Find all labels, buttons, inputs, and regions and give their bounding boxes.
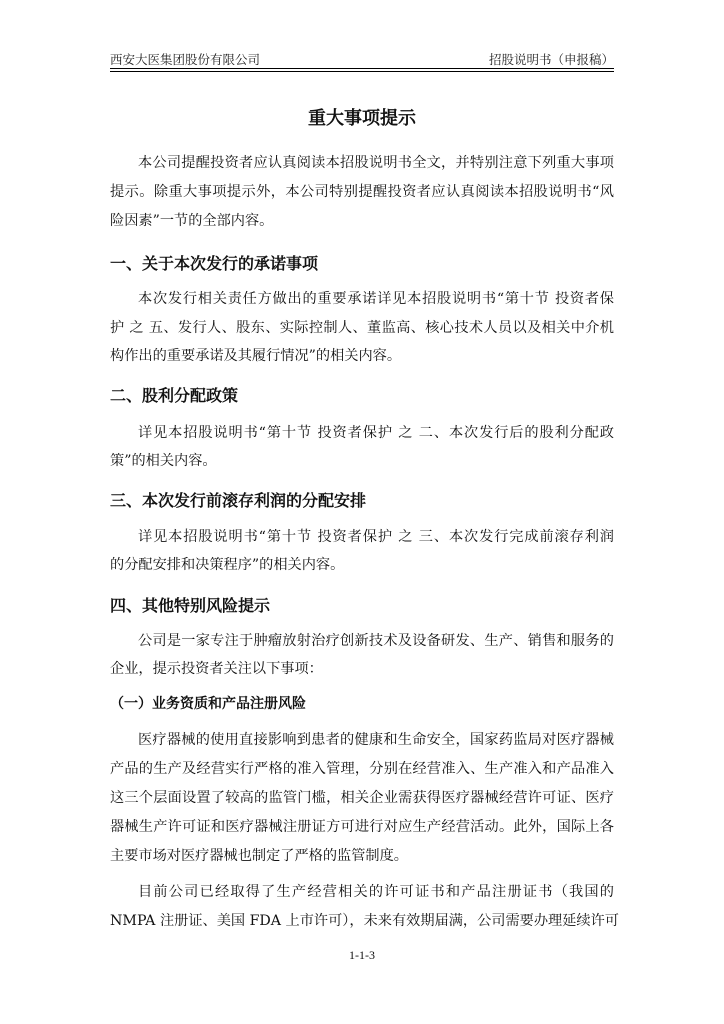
paragraph-line: 企业，提示投资者关注以下事项： xyxy=(110,661,323,677)
paragraph-line: 策”的相关内容。 xyxy=(110,453,217,469)
intro-line: 险因素”一节的全部内容。 xyxy=(110,213,274,229)
paragraph-line: 护 之 五、发行人、股东、实际控制人、董监高、核心技术人员以及相关中介机 xyxy=(110,320,614,336)
paragraph-line: 主要市场对医疗器械也制定了严格的监管制度。 xyxy=(110,848,408,864)
paragraph-line: 目前公司已经取得了生产经营相关的许可证书和产品注册证书（我国的 xyxy=(138,884,614,900)
paragraph-line: 医疗器械的使用直接影响到患者的健康和生命安全，国家药监局对医疗器械 xyxy=(138,732,614,748)
paragraph-line: 产品的生产及经营实行严格的准入管理，分别在经营准入、生产准入和产品准入 xyxy=(110,761,614,777)
paragraph-line: 的分配安排和决策程序”的相关内容。 xyxy=(110,557,345,573)
paragraph-line: 器械生产许可证和医疗器械注册证方可进行对应生产经营活动。此外，国际上各 xyxy=(110,819,614,835)
paragraph-line: 本次发行相关责任方做出的重要承诺详见本招股说明书“第十节 投资者保 xyxy=(138,291,614,307)
intro-line: 提示。除重大事项提示外，本公司特别提醒投资者应认真阅读本招股说明书“风 xyxy=(110,184,614,200)
section-heading: 三、本次发行前滚存利润的分配安排 xyxy=(110,491,367,510)
page-title: 重大事项提示 xyxy=(308,108,416,129)
header-document-type: 招股说明书（申报稿） xyxy=(488,52,614,67)
paragraph-line: 详见本招股说明书“第十节 投资者保护 之 三、本次发行完成前滚存利润 xyxy=(138,529,614,545)
page-number: 1-1-3 xyxy=(349,948,375,962)
header-company-name: 西安大医集团股份有限公司 xyxy=(110,52,261,67)
intro-line: 本公司提醒投资者应认真阅读本招股说明书全文，并特别注意下列重大事项 xyxy=(138,155,614,171)
subsection-heading: （一）业务资质和产品注册风险 xyxy=(110,696,306,712)
paragraph-line: 详见本招股说明书“第十节 投资者保护 之 二、本次发行后的股利分配政 xyxy=(138,425,614,441)
section-heading: 二、股利分配政策 xyxy=(110,386,239,405)
section-heading: 一、关于本次发行的承诺事项 xyxy=(110,254,319,273)
paragraph-line: NMPA 注册证、美国 FDA 上市许可），未来有效期届满，公司需要办理延续许可 xyxy=(110,913,619,929)
paragraph-line: 公司是一家专注于肿瘤放射治疗创新技术及设备研发、生产、销售和服务的 xyxy=(138,633,614,649)
section-heading: 四、其他特别风险提示 xyxy=(110,596,271,615)
page-header xyxy=(110,50,614,68)
header-rule xyxy=(110,68,614,72)
paragraph-line: 这三个层面设置了较高的监管门槛，相关企业需获得医疗器械经营许可证、医疗 xyxy=(110,790,614,806)
paragraph-line: 构作出的重要承诺及其履行情况”的相关内容。 xyxy=(110,348,402,364)
